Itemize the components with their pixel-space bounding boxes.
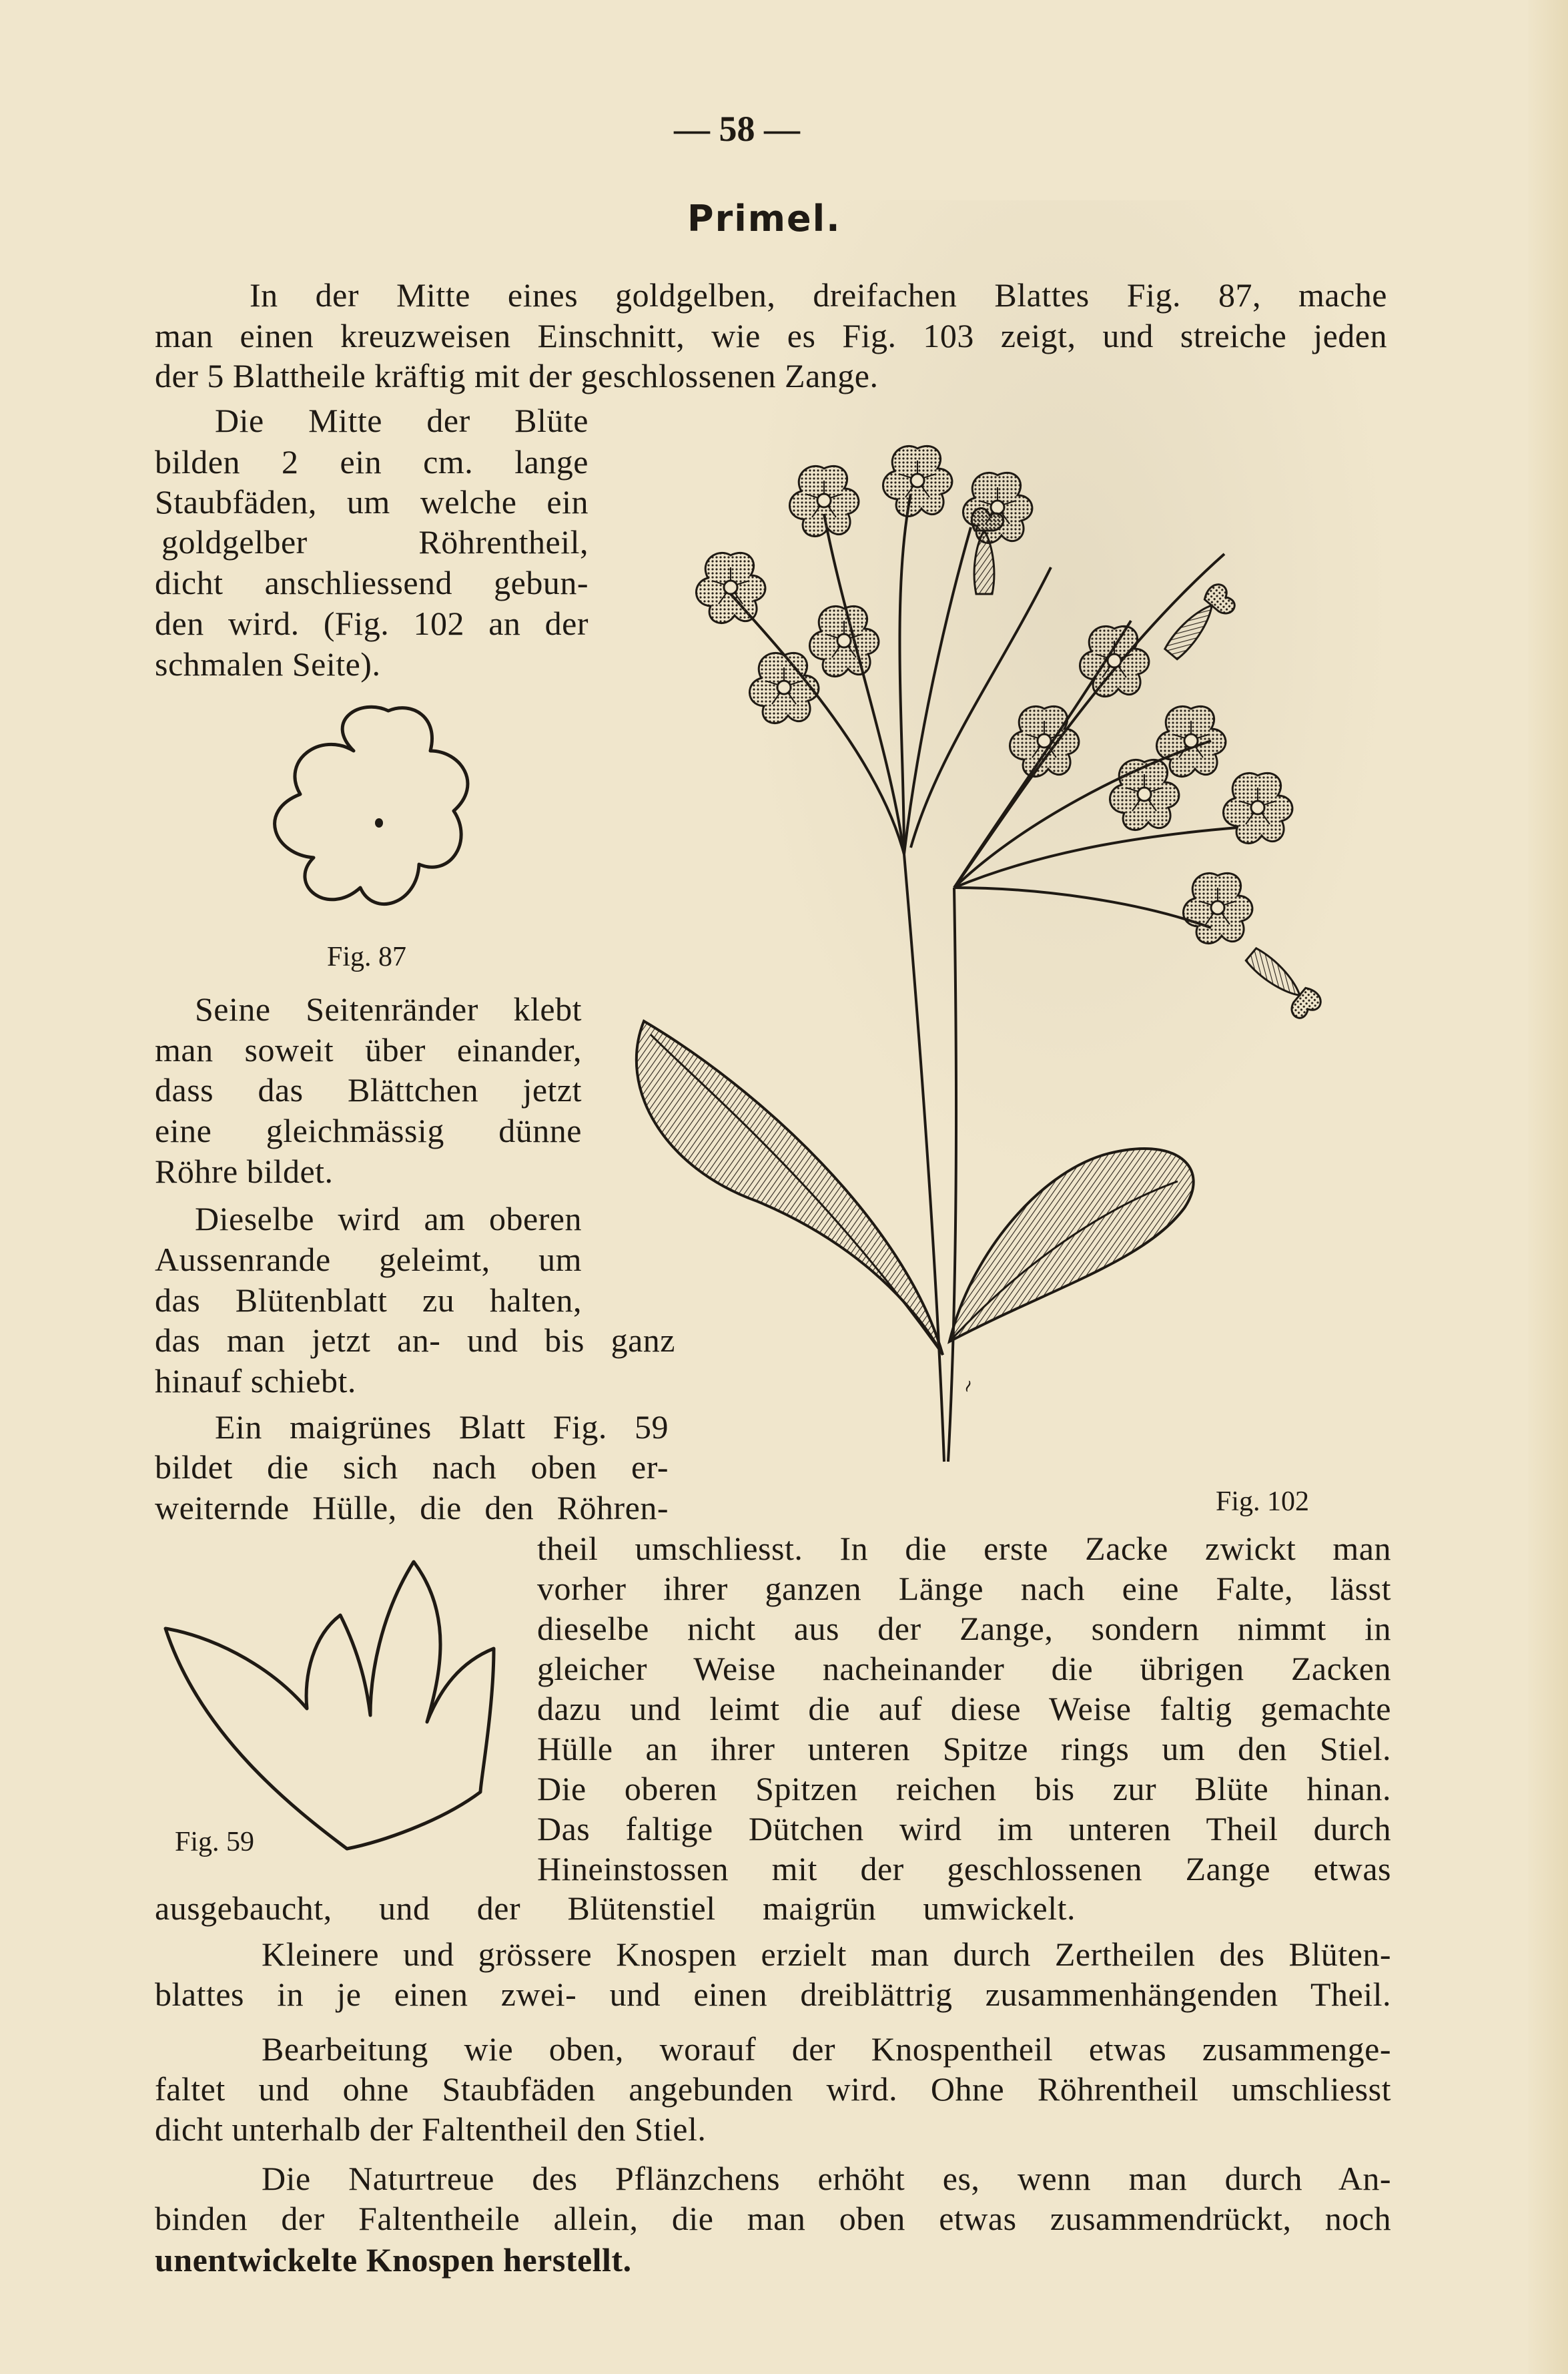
petal-center-hole xyxy=(375,818,383,828)
text-line: Aussenrande geleimt, um xyxy=(155,1241,582,1278)
text-line: schmalen Seite). xyxy=(155,645,381,683)
text-line: Die Naturtreue des Pflänzchens erhöht es, wenn man durch An- xyxy=(262,2160,1391,2197)
text-line: theil umschliesst. In die erste Zacke zwickt man xyxy=(537,1530,1391,1567)
petal-outline-shape xyxy=(275,707,468,904)
text-line: goldgelber Röhrentheil, xyxy=(161,523,589,561)
text-line: dieselbe nicht aus der Zange, sondern nimmt in xyxy=(537,1610,1391,1647)
page-title: Primel. xyxy=(687,198,841,240)
text-line: dass das Blättchen jetzt xyxy=(155,1071,582,1109)
caption-fig-59: Fig. 59 xyxy=(175,1827,255,1857)
text-line: man einen kreuzweisen Einschnitt, wie es Fig. 103 zeigt, und streiche jeden xyxy=(155,317,1387,354)
text-line: man soweit über einander, xyxy=(155,1031,582,1069)
text-line: dicht unterhalb der Faltentheil den Stiel. xyxy=(155,2110,707,2148)
text-line: Seine Seitenränder klebt xyxy=(195,990,582,1028)
text-line: dazu und leimt die auf diese Weise faltig gemachte xyxy=(537,1690,1391,1727)
text-line: Staubfäden, um welche ein xyxy=(155,483,589,521)
text-line: hinauf schiebt. xyxy=(155,1362,356,1400)
text-line: Ein maigrünes Blatt Fig. 59 xyxy=(215,1408,669,1446)
primrose-leaves xyxy=(637,1021,1194,1355)
text-line: Das faltige Dütchen wird im unteren Theil durch xyxy=(537,1810,1391,1847)
text-line: Röhre bildet. xyxy=(155,1153,334,1190)
text-line: In der Mitte eines goldgelben, dreifachen Blattes Fig. 87, mache xyxy=(250,276,1387,314)
leaf-outline-shape xyxy=(165,1562,494,1849)
text-line: gleicher Weise nacheinander die übrigen Zacken xyxy=(537,1650,1391,1687)
text-line: weiternde Hülle, die den Röhren- xyxy=(155,1489,669,1526)
text-line: Hülle an ihrer unteren Spitze rings um den Stiel. xyxy=(537,1730,1391,1767)
text-line: das man jetzt an- und bis ganz xyxy=(155,1321,675,1359)
text-line: binden der Faltentheile allein, die man oben etwas zusammendrückt, noch xyxy=(155,2200,1391,2237)
text-line: Hineinstossen mit der geschlossenen Zange etwas xyxy=(537,1850,1391,1887)
caption-fig-102: Fig. 102 xyxy=(1216,1486,1310,1517)
figure-102-primrose xyxy=(624,420,1371,1462)
figure-59-leaf-outline xyxy=(160,1555,520,1855)
page-number: — 58 — xyxy=(674,109,800,149)
text-line: Die oberen Spitzen reichen bis zur Blüte hinan. xyxy=(537,1770,1391,1807)
text-line: Dieselbe wird am oberen xyxy=(195,1200,582,1237)
text-line: bildet die sich nach oben er- xyxy=(155,1448,669,1486)
text-line: bilden 2 ein cm. lange xyxy=(155,443,589,481)
figure-87-petal-outline xyxy=(260,704,494,938)
text-line: dicht anschliessend gebun- xyxy=(155,564,589,601)
text-line: der 5 Blattheile kräftig mit der geschlossenen Zange. xyxy=(155,357,879,394)
text-line: Die Mitte der Blüte xyxy=(215,402,589,439)
text-line: ausgebaucht, und der Blütenstiel maigrün umwickelt. xyxy=(155,1889,1076,1927)
text-line: faltet und ohne Staubfäden angebunden wird. Ohne Röhrentheil umschliesst xyxy=(155,2070,1391,2108)
page-edge xyxy=(1528,0,1568,2374)
text-line: vorher ihrer ganzen Länge nach eine Falte, lässt xyxy=(537,1570,1391,1607)
engraver-signature-mark: ~ xyxy=(956,1376,981,1397)
text-line: unentwickelte Knospen herstellt. xyxy=(155,2241,632,2279)
text-line: Bearbeitung wie oben, worauf der Knospentheil etwas zusammenge- xyxy=(262,2030,1391,2068)
text-line: Kleinere und grössere Knospen erzielt man durch Zertheilen des Blüten- xyxy=(262,1936,1391,1973)
text-line: eine gleichmässig dünne xyxy=(155,1112,582,1149)
text-line: den wird. (Fig. 102 an der xyxy=(155,605,589,642)
text-line: blattes in je einen zwei- und einen dreiblättrig zusammenhängenden Theil. xyxy=(155,1976,1391,2013)
caption-fig-87: Fig. 87 xyxy=(327,942,407,972)
text-line: das Blütenblatt zu halten, xyxy=(155,1281,582,1319)
